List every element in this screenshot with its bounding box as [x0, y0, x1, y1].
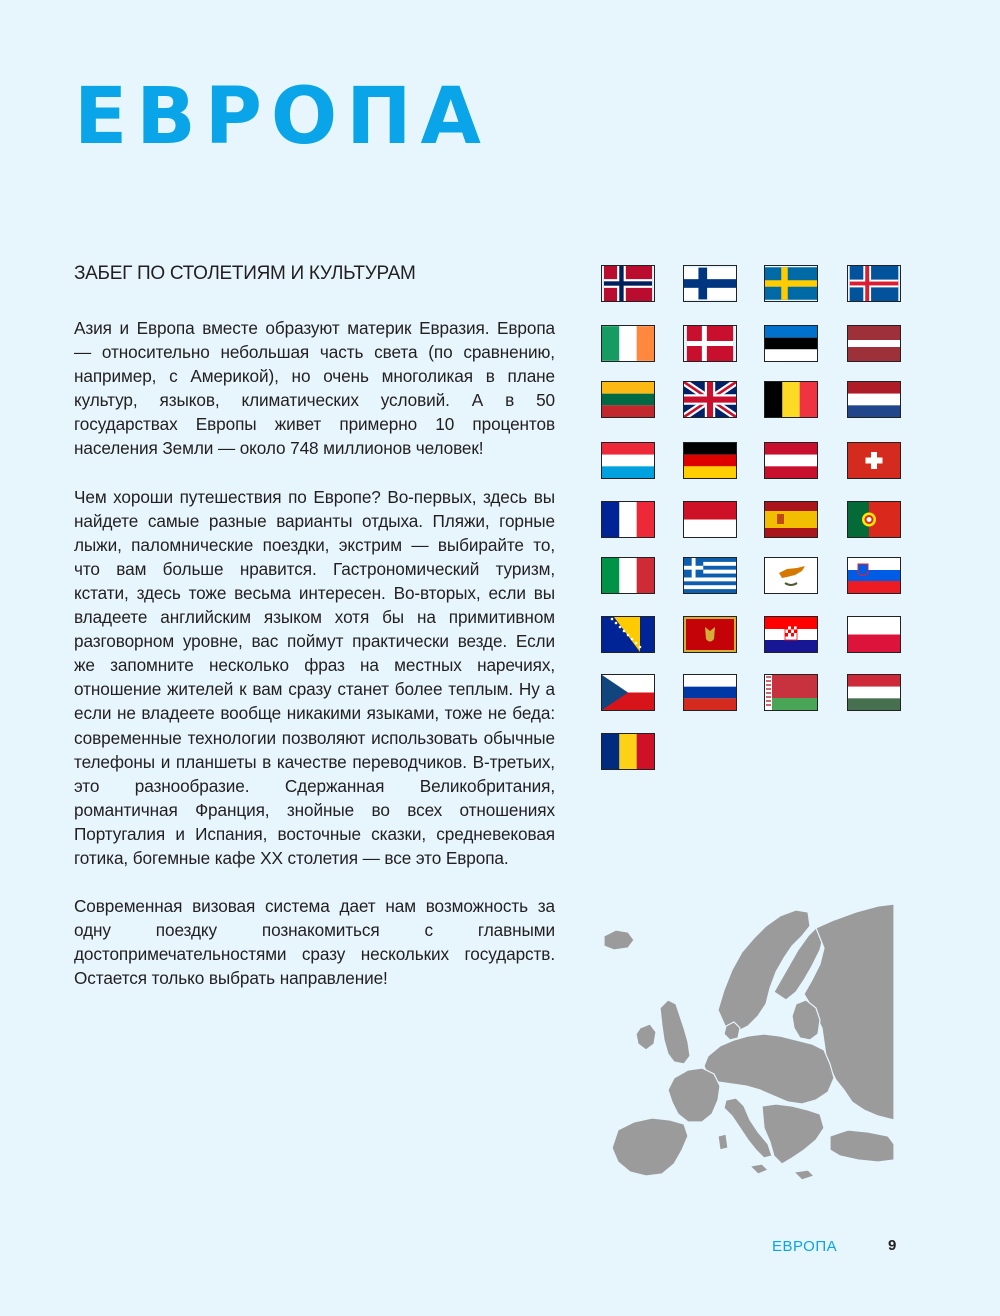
article-body — [74, 316, 555, 1014]
denmark-flag — [683, 325, 737, 362]
paragraph-intro: Азия и Европа вместе образуют материк Евразия. Европа — относительно небольшая часть света (по сравнению, например, с Америкой), но очень многоликая в плане культур, языков, климатических условий. А в 50 государствах Европы живет примерно 10 процентов населения Земли — около 748 миллионов человек! — [74, 318, 555, 459]
lithuania-flag — [601, 381, 655, 418]
greece-flag — [683, 557, 737, 594]
slovenia-flag — [847, 557, 901, 594]
poland-flag — [847, 616, 901, 653]
portugal-flag — [847, 501, 901, 538]
page-number: 9 — [888, 1237, 897, 1254]
iceland-flag — [847, 265, 901, 302]
flags-grid — [601, 265, 901, 775]
norway-flag — [601, 265, 655, 302]
croatia-flag — [764, 616, 818, 653]
luxembourg-flag — [601, 442, 655, 479]
austria-flag — [764, 442, 818, 479]
monaco-flag — [683, 501, 737, 538]
russia-flag — [683, 674, 737, 711]
latvia-flag — [847, 325, 901, 362]
spain-flag — [764, 501, 818, 538]
europe-map-icon — [598, 900, 894, 1200]
romania-flag — [601, 733, 655, 770]
hungary-flag — [847, 674, 901, 711]
page-title: ЕВРОПА — [74, 72, 490, 162]
uk-flag — [683, 381, 737, 418]
italy-flag — [601, 557, 655, 594]
switzerland-flag — [847, 442, 901, 479]
bosnia-flag — [601, 616, 655, 653]
running-footer-section: ЕВРОПА — [772, 1238, 838, 1255]
czech-flag — [601, 674, 655, 711]
sweden-flag — [764, 265, 818, 302]
section-heading: ЗАБЕГ ПО СТОЛЕТИЯМ И КУЛЬТУРАМ — [74, 263, 416, 284]
netherlands-flag — [847, 381, 901, 418]
france-flag — [601, 501, 655, 538]
germany-flag — [683, 442, 737, 479]
estonia-flag — [764, 325, 818, 362]
belgium-flag — [764, 381, 818, 418]
finland-flag — [683, 265, 737, 302]
paragraph-advantages: Чем хороши путешествия по Европе? Во-первых, здесь вы найдете самые разные варианты отдыха. Пляжи, горные лыжи, паломнические поездки, экстрим — выбирайте то, что вам больше нравится. Гастрономический туризм, кстати, здесь тоже весьма интересен. Во-вторых, если вы владеете английским языком хотя бы на примитивном разговорном уровне, вас поймут практически везде. Если же запомните несколько фраз на местных наречиях, отношение жителей к вам сразу станет более теплым. Ну а если не владеете вообще никакими языками, тоже не беда: современные технологии позволяют использовать обычные телефоны и планшеты в качестве переводчиков. В-третьих, это разнообразие. Сдержанная Великобритания, романтичная Франция, знойные во всех отношениях Португалия и Испания, восточные сказки, средневековая готика, богемные кафе XX столетия — все это Европа. — [74, 486, 555, 868]
belarus-flag — [764, 674, 818, 711]
cyprus-flag — [764, 557, 818, 594]
paragraph-visa: Современная визовая система дает нам возможность за одну поездку познакомиться с главными достопримечательностями сразу нескольких государств. Остается только выбрать направление! — [74, 896, 555, 989]
montenegro-flag — [683, 616, 737, 653]
ireland-flag — [601, 325, 655, 362]
